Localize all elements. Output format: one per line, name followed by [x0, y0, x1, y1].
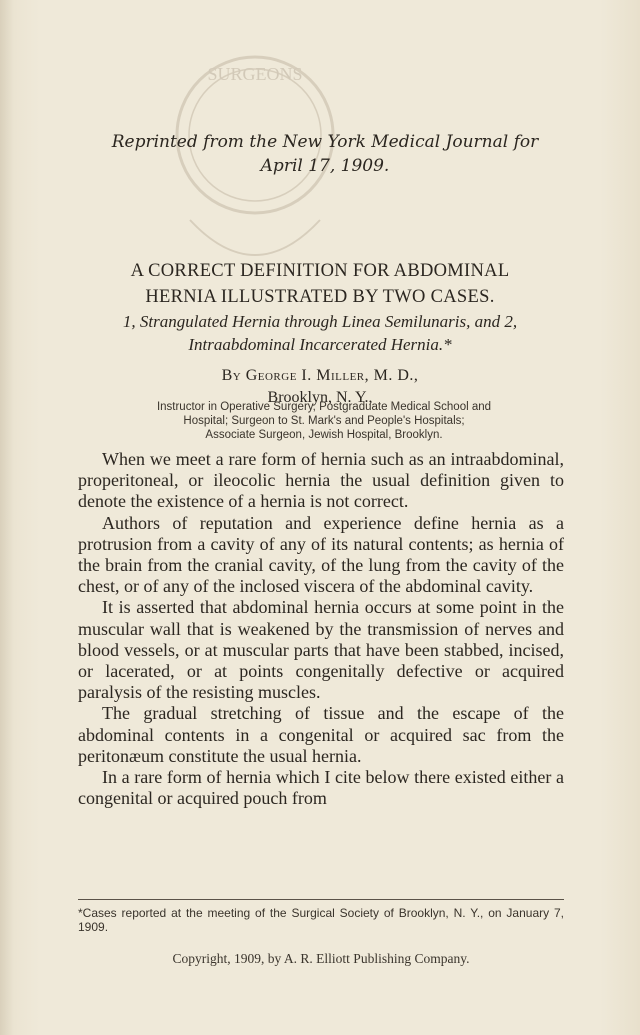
- paragraph: In a rare form of hernia which I cite below there existed either a congenital or acquired pouch from: [78, 767, 564, 809]
- paragraph: The gradual stretching of tissue and the escape of the abdominal contents in a congenital or acquired sac from the peritonæum constitute the usual hernia.: [78, 703, 564, 766]
- reprint-line-2: April 17, 1909.: [260, 156, 390, 176]
- reprint-notice: [60, 130, 590, 178]
- paragraph: When we meet a rare form of hernia such as an intraabdominal, properitoneal, or ileocolic hernia the usual definition given to denote the existence of a hernia is not correct.: [78, 449, 564, 512]
- subtitle-line-2: Intraabdominal Incarcerated Hernia.*: [188, 335, 452, 354]
- credentials-line-2: Hospital; Surgeon to St. Mark's and People's Hospitals;: [183, 415, 465, 427]
- article-subtitle: [62, 310, 578, 356]
- reprint-line-1: Reprinted from the New York Medical Journal for: [111, 132, 539, 152]
- article-title: [60, 258, 580, 310]
- credentials-line-3: Associate Surgeon, Jewish Hospital, Brooklyn.: [205, 429, 443, 441]
- article-body: [78, 449, 564, 809]
- author-location: Brooklyn, N. Y.,: [267, 389, 373, 406]
- footnote-divider: [78, 899, 564, 900]
- subtitle-line-1: 1, Strangulated Hernia through Linea Semilunaris, and 2,: [122, 312, 518, 331]
- author-credentials: [74, 400, 574, 442]
- paragraph: Authors of reputation and experience define hernia as a protrusion from a cavity of any of its natural contents; as hernia of the brain from the cranial cavity, of the lung from the cavity of the chest, or of any of the inclosed viscera of the abdominal cavity.: [78, 512, 564, 597]
- author-prefix: By: [221, 367, 246, 384]
- author-name: George I. Miller, M. D.,: [245, 367, 419, 384]
- title-line-1: A CORRECT DEFINITION FOR ABDOMINAL: [130, 261, 510, 281]
- title-line-2: HERNIA ILLUSTRATED BY TWO CASES.: [145, 287, 495, 307]
- credentials-line-1: Instructor in Operative Surgery, Postgraduate Medical School and: [156, 401, 492, 413]
- stamp-text: SURGEONS: [207, 64, 303, 84]
- paragraph: It is asserted that abdominal hernia occurs at some point in the muscular wall that is weakened by the transmission of nerves and blood vessels, or at muscular parts that have been stabbed, incised, or lacerated, or at points congenitally defective or acquired paralysis of the resisting muscles.: [78, 597, 564, 703]
- footnote: *Cases reported at the meeting of the Surgical Society of Brooklyn, N. Y., on January 7, 1909.: [78, 906, 564, 934]
- copyright-notice: Copyright, 1909, by A. R. Elliott Publishing Company.: [172, 951, 470, 966]
